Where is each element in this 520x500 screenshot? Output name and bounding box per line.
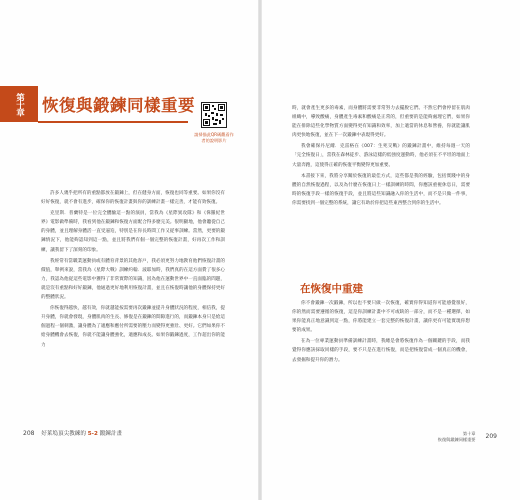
- page-number: 208: [23, 430, 35, 437]
- paragraph: 我經常有當職業運動員或有體育背景的其他客戶，我必須更努力地教育他們恢復計畫的價值，舉例來說，當我為《星際大戰》訓練約翰．波耶加時，我們真的在這方面費了很多心力，我認為他從這些電影中獲得了非常實際的知識，因為他在運動世界中一直面臨的問題，就是沒有重點和好好鍛鍊，他通過更好地利用恢復計畫，並且在恢復時讓他的身體保持更好的整體狀況。: [41, 258, 225, 301]
- left-page: [0, 0, 258, 500]
- paragraph: 在為一位專業運動員準備訓練計畫時，我總是會將恢復作為一個關鍵的手段，而我覺得你應該採取同樣的手段，要不只是在進行恢復，而是把恢復當成一個真正的機會，去發掘和提升你的潛力。: [292, 339, 470, 363]
- running-head-chapter: 第十章: [462, 430, 476, 436]
- running-head-suffix: 鍛鍊計畫: [99, 431, 123, 437]
- paragraph: 你恢復得越快，越有效，你就越能按需要再次鍛鍊並提升身體狀況的程度，相信我，提升身體，你就會發現，身體肌肉的生長、修復是在鍛鍊的間隙進行的，而鍛鍊本身只是給這個過程一個刺激，讓身體為了適應和應付所需要的壓力而變得更強壯、更好。它們如果你不給身體機會去恢復，你就不能讓身體強化，適應和成長。如果你鍛鍊過度，工作超出你的能力: [41, 306, 225, 348]
- running-head-title: 恢復與鍛鍊同樣重要: [437, 436, 476, 442]
- right-folio: [438, 426, 497, 445]
- chapter-title-rule: [38, 121, 188, 123]
- section-heading: 在恢復中重建: [300, 283, 363, 295]
- chapter-tab-label: 第十章: [14, 92, 25, 116]
- running-head-emphasis: 5-2: [87, 431, 98, 437]
- right-body-text-top: [292, 104, 470, 210]
- paragraph: 我會確保丹尼爾．克雷格在《007：生死交戰》的鍛鍊計畫中，維持每週一天的「完全恢復日」，當我在森林徒步、游泳這樣的低強度運動時，他必須在不平坦的地面上大量奔跑，這使得正確的恢復平衡變得更加重要。: [292, 144, 470, 168]
- paragraph: 許多人幾乎把所有的重點都放在鍛鍊上，但在健身方面，恢復也同等重要。如果你沒有好好恢復，就不會有進步，確保你的恢復計畫與你的訓練計畫一樣完善，才能有效恢復。: [41, 191, 225, 206]
- running-head: [438, 431, 476, 443]
- left-body-text: [41, 189, 225, 352]
- paragraph: 本書接下來，我將分享關於恢復的最佳方式，這些都是我的經驗，包括實踐中的身體的自然恢復過程，以及為什麼在恢復日上一樣訓練的時間，你應該重視休息日，需要時的恢復手段一樣的恢復手段，並且將這些知識融入你的生活中，而不是只做一件事，你需要找到一個完整的系統，讓它有助於你把這些東西整合到你的生活中。: [292, 173, 470, 206]
- page-number: 209: [485, 433, 497, 440]
- chapter-title: 恢復與鍛鍊同樣重要: [42, 96, 195, 115]
- paragraph: 你不會鍛鍊一次鍛鍊，所以也不要只做一次恢復，確實你得知道你可能感覺很好，你的然而需要遵循的恢復，這是你訓練計畫中不可或缺的一部分，而不是一種選擇，如果你能真正地意識到這一點，你將能建立一套完整的恢復計畫，讓你更有可能實現你想要的成果。: [292, 301, 470, 334]
- chapter-tab: [0, 86, 38, 122]
- running-head-prefix: 好萊塢頂尖教練的: [41, 431, 86, 437]
- qr-caption: 請掃描此QR碼觀看作者的說明影片: [194, 132, 234, 143]
- paragraph: 時，就會產生更多的毒素，而身體將需要非常努力去擺脫它們。不然它們會停留在肌肉組織中，導致酸痛，身體產生毒素和酸痛是正常的，但重要的是能夠處理它們，如果你能在排除這些化學物質方面變得更有知識和效率，加上適當的休息和營養，你就能讓肌肉更快地恢復，並在下一次鍛鍊中表現得更好。: [292, 106, 470, 139]
- right-page: [262, 0, 520, 500]
- paragraph: 克里斯．普蘭特是一位完全體驗這一點的演員，當我為《星際異攻隊》和《侏羅紀世界》電影做準備時，我看到他在鍛鍊和恢復方面配合得多麼完美。很明顯地，他會聽從自己的身體，並且理解身體活一直受逼迫，特別是在你長時間工作又從事訓練。當然，更要的鍛鍊情況下，他能夠認知到這一點，並且將我們有個一個完整的恢復計畫，好再次工作和訓練，讓我留下了深刻的印象。: [41, 211, 225, 253]
- right-body-text-bottom: [292, 299, 470, 367]
- qr-code: [201, 102, 227, 128]
- left-folio: [23, 429, 122, 437]
